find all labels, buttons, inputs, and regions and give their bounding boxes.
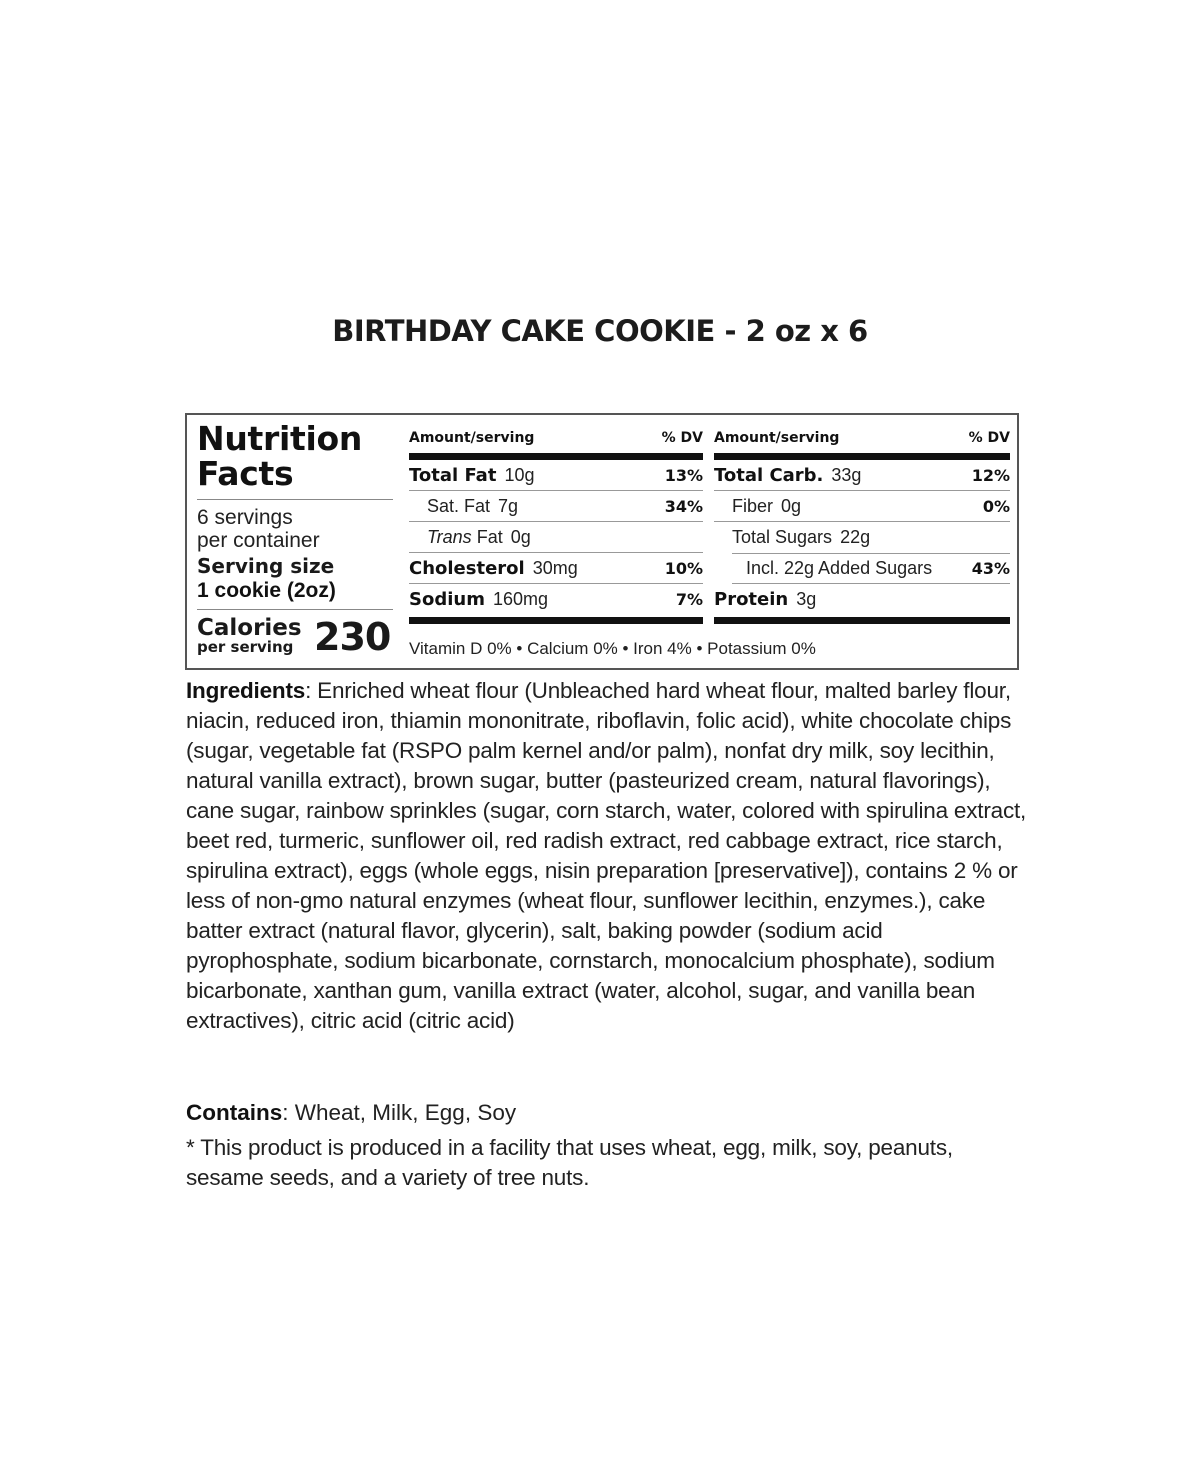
nutrient-row-added-sugars: Incl. 22g Added Sugars 43% (732, 553, 1010, 584)
thick-divider (714, 617, 1010, 624)
column-header: Amount/serving % DV (409, 430, 703, 446)
calories-sublabel: per serving (197, 638, 294, 656)
thick-divider (409, 617, 703, 624)
ingredients-label: Ingredients (186, 678, 306, 703)
nutrient-row-sodium: Sodium 160mg 7% (409, 589, 703, 610)
nutrition-facts-heading: Nutrition Facts (197, 419, 363, 493)
nutrient-row-fiber: Fiber 0g 0% (714, 491, 1010, 522)
nutrient-column-2 (714, 427, 1010, 624)
divider (197, 499, 393, 500)
nutrient-row-total-fat: Total Fat 10g 13% (409, 460, 703, 491)
ingredients-text: Ingredients: Enriched wheat flour (Unbleached hard wheat flour, malted barley flour, niacin, reduced iron, thiamin mononitrate, riboflavin, folic acid), white chocolate chips (sugar, vegetable fat (RSPO palm kernel and/or palm), nonfat dry milk, soy lecithin, natural vanilla extract), brown sugar, butter (pasteurized cream, natural flavorings), cane sugar, rainbow sprinkles (sugar, corn starch, water, colored with spirulina extract, beet red, turmeric, sunflower oil, red radish extract, red cabbage extract, rice starch, spirulina extract), eggs (whole eggs, nisin preparation [preservative]), contains 2 % or less of non-gmo natural enzymes (wheat flour, sunflower lecithin, enzymes.), cake batter extract (natural flavor, glycerin), salt, baking powder (sodium acid pyrophosphate, sodium bicarbonate, cornstarch, monocalcium phosphate), sodium bicarbonate, xanthan gum, vanilla extract (water, alcohol, sugar, and vanilla bean extractives), citric acid (citric acid) (186, 678, 1027, 1033)
calories-label: Calories (197, 615, 302, 641)
allergen-contains: Contains: Wheat, Milk, Egg, Soy (186, 1100, 517, 1125)
contains-label: Contains (186, 1100, 283, 1125)
calories-block (197, 614, 393, 664)
product-title: BIRTHDAY CAKE COOKIE - 2 oz x 6 (332, 314, 868, 348)
facility-note: * This product is produced in a facility that uses wheat, egg, milk, soy, peanuts, sesame seeds, and a variety of tree nuts. (186, 1135, 953, 1190)
nutrient-row-total-sugars: Total Sugars 22g (732, 527, 871, 547)
thick-divider (714, 453, 1010, 460)
nutrient-row-total-carb: Total Carb. 33g 12% (714, 460, 1010, 491)
nutrient-row-trans-fat: Trans Fat 0g (409, 522, 703, 553)
nutrient-column-1 (409, 427, 703, 624)
calories-value: 230 (314, 615, 391, 659)
nutrient-row-cholesterol: Cholesterol 30mg 10% (409, 553, 703, 584)
vitamins-minerals: Vitamin D 0% • Calcium 0% • Iron 4% • Potassium 0% (409, 639, 816, 658)
nutrient-row-sat-fat: Sat. Fat 7g 34% (409, 491, 703, 522)
nutrient-row-protein: Protein 3g (714, 589, 817, 610)
nutrition-summary (197, 421, 393, 664)
divider (197, 609, 393, 610)
column-header: Amount/serving % DV (714, 430, 1010, 446)
thick-divider (409, 453, 703, 460)
serving-size-label: Serving size (197, 554, 335, 578)
serving-size-value: 1 cookie (2oz) (197, 579, 336, 602)
servings-per-container: 6 servings per container (197, 506, 320, 552)
nutrition-facts-panel (185, 413, 1019, 670)
